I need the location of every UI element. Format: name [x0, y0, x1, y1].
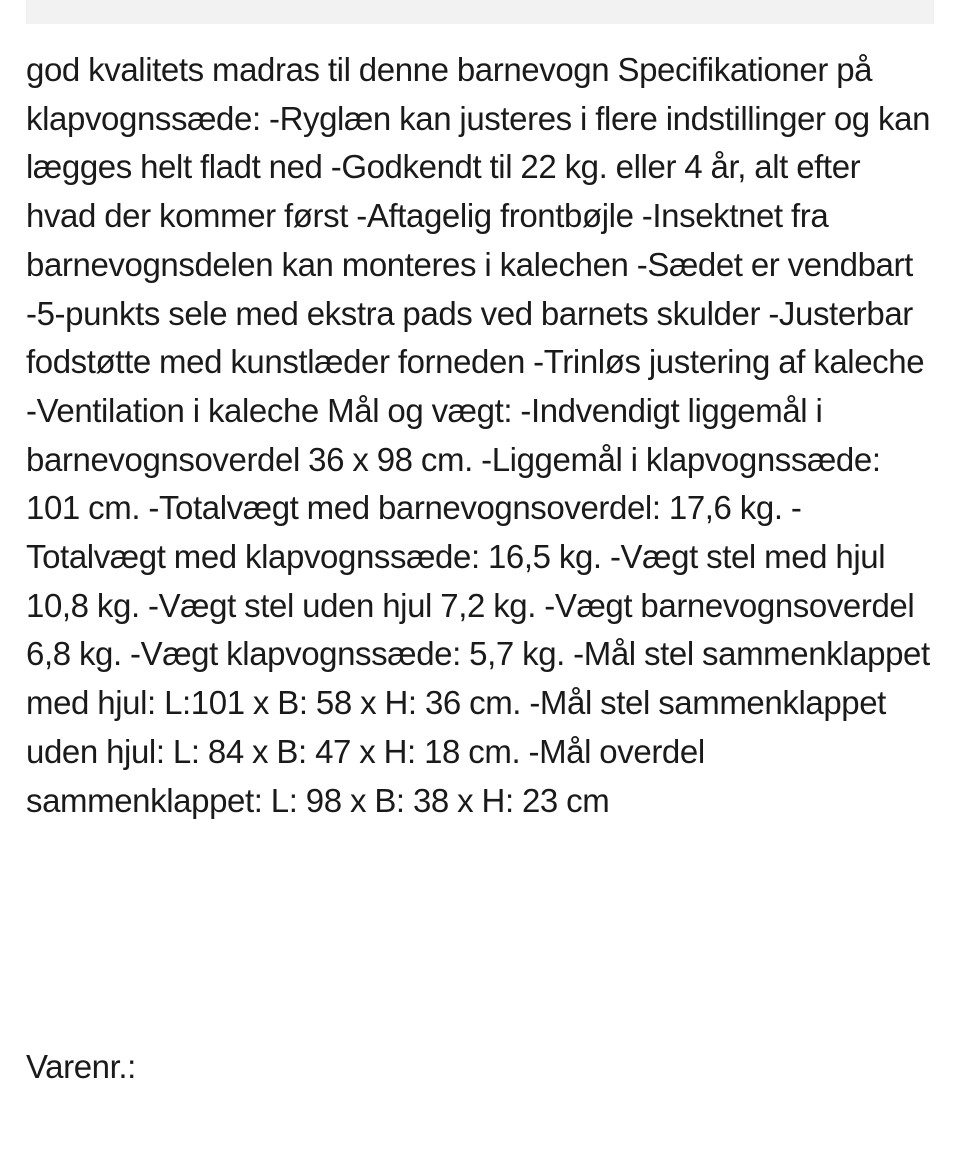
- item-number-label: Varenr.:: [26, 1048, 136, 1085]
- product-description: god kvalitets madras til denne barnevogn Specifikationer på klapvognssæde: -Ryglæn kan justeres i flere indstillinger og kan lægges helt fladt ned -Godkendt til 22 kg. eller 4 år, alt efter hvad der kommer først -Aftagelig frontbøjle -Insektnet fra barnevognsdelen kan monteres i kalechen -Sædet er vendbart -5-punkts sele med ekstra pads ved barnets skulder -Justerbar fodstøtte med kunstlæder forneden -Trinløs justering af kaleche -Ventilation i kaleche Mål og vægt: -Indvendigt liggemål i barnevognsoverdel 36 x 98 cm. -Liggemål i klapvognssæde: 101 cm. -Totalvægt med barnevognsoverdel: 17,6 kg. -Totalvægt med klapvognssæde: 16,5 kg. -Vægt stel med hjul 10,8 kg. -Vægt stel uden hjul 7,2 kg. -Vægt barnevognsoverdel 6,8 kg. -Vægt klapvognssæde: 5,7 kg. -Mål stel sammenklappet med hjul: L:101 x B: 58 x H: 36 cm. -Mål stel sammenklappet uden hjul: L: 84 x B: 47 x H: 18 cm. -Mål overdel sammenklappet: L: 98 x B: 38 x H: 23 cm: [26, 51, 931, 819]
- top-bar: [26, 0, 934, 24]
